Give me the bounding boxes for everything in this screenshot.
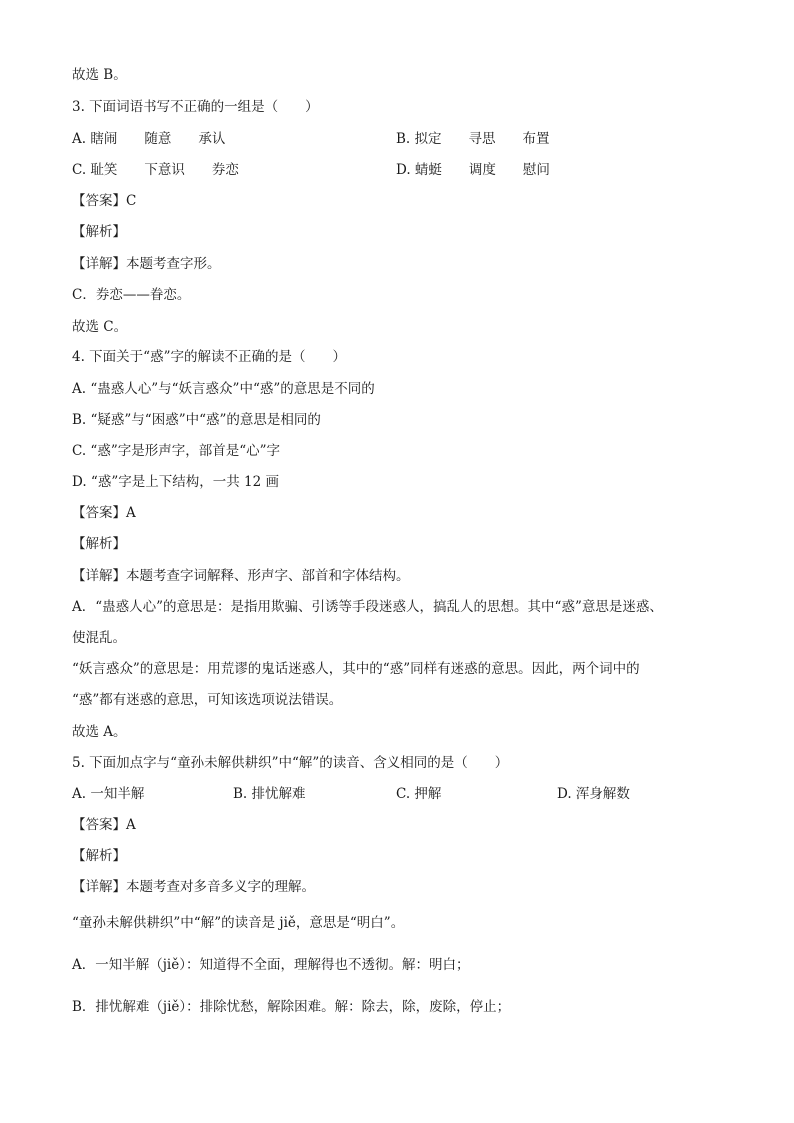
q4-explanation-1: A．“蛊惑人心”的意思是：是指用欺骗、引诱等手段迷惑人，搞乱人的思想。其中“惑”意思是迷惑、 <box>72 599 663 615</box>
q4-explanation-3: “妖言惑众”的意思是：用荒谬的鬼话迷惑人，其中的“惑”同样有迷惑的意思。因此，两个词中的 <box>72 661 640 677</box>
q5-detail: 【详解】本题考查对多音多义字的理解。 <box>72 879 315 895</box>
q4-conclusion: 故选 A。 <box>72 724 127 740</box>
q5-option-d: D. 浑身解数 <box>557 786 630 802</box>
q4-option-d: D. “惑”字是上下结构，一共 12 画 <box>72 474 279 490</box>
q3-detail: 【详解】本题考查字形。 <box>72 256 221 272</box>
q4-analysis-heading: 【解析】 <box>72 536 126 552</box>
q5-option-a: A. 一知半解 <box>72 786 145 802</box>
q5-answer: 【答案】A <box>72 817 136 833</box>
q5-stem: 5. 下面加点字与“童孙未解供耕织”中“解”的读音、含义相同的是（ ） <box>72 755 509 771</box>
q5-analysis-heading: 【解析】 <box>72 848 126 864</box>
q5-option-b: B. 排忧解难 <box>233 786 306 802</box>
q3-stem: 3. 下面词语书写不正确的一组是（ ） <box>72 99 319 115</box>
q4-explanation-2: 使混乱。 <box>72 630 126 646</box>
q4-detail: 【详解】本题考查字词解释、形声字、部首和字体结构。 <box>72 568 410 584</box>
q4-answer: 【答案】A <box>72 505 136 521</box>
q5-explanation-2: A．一知半解（jiě）：知道得不全面，理解得也不透彻。解：明白； <box>72 957 470 973</box>
q4-option-c: C. “惑”字是形声字，部首是“心”字 <box>72 443 281 459</box>
q3-option-a: A. 瞎闹 随意 承认 <box>72 131 226 147</box>
q3-analysis-heading: 【解析】 <box>72 224 126 240</box>
q2-conclusion: 故选 B。 <box>72 67 127 83</box>
q4-explanation-4: “惑”都有迷惑的意思，可知该选项说法错误。 <box>72 692 343 708</box>
q5-explanation-1: “童孙未解供耕织”中“解”的读音是 jiě，意思是“明白”。 <box>72 915 405 931</box>
q3-conclusion: 故选 C。 <box>72 319 128 335</box>
q4-stem: 4. 下面关于“惑”字的解读不正确的是（ ） <box>72 349 346 365</box>
q4-option-a: A. “蛊惑人心”与“妖言惑众”中“惑”的意思是不同的 <box>72 381 375 397</box>
q3-note: C．券恋——眷恋。 <box>72 287 191 303</box>
q3-answer: 【答案】C <box>72 193 137 209</box>
q3-option-c: C. 耻笑 下意识 券恋 <box>72 162 239 178</box>
q3-option-b: B. 拟定 寻思 布置 <box>396 131 550 147</box>
q5-option-c: C. 押解 <box>396 786 442 802</box>
q4-option-b: B. “疑惑”与“困惑”中“惑”的意思是相同的 <box>72 412 321 428</box>
q5-explanation-3: B．排忧解难（jiě）：排除忧愁，解除困难。解：除去，除，废除，停止； <box>72 999 511 1015</box>
q3-option-d: D. 蜻蜓 调度 慰问 <box>396 162 550 178</box>
